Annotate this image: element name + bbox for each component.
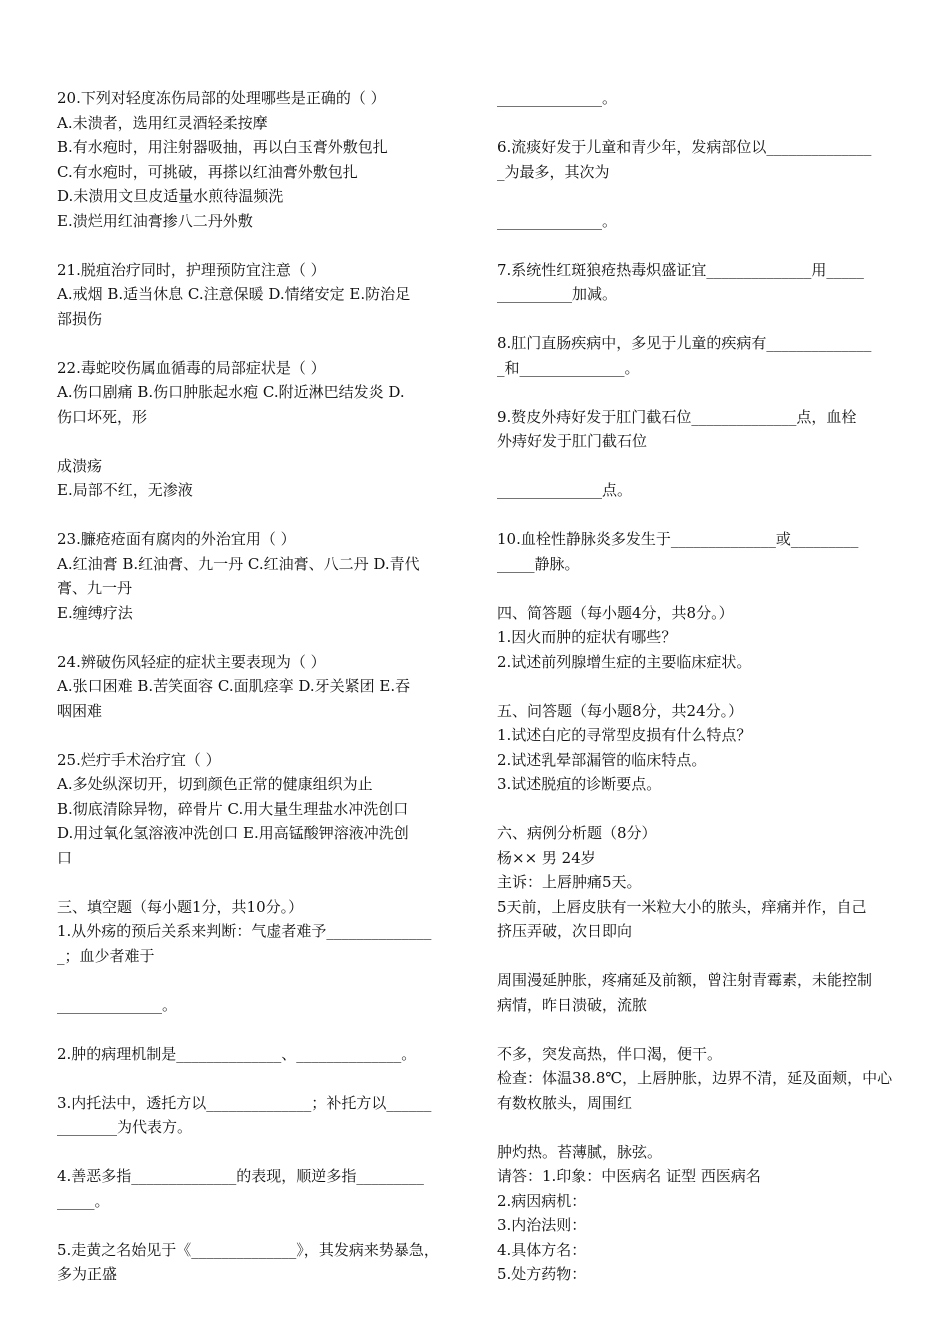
right-text-line: 4.具体方名：: [497, 1240, 587, 1259]
left-text-line: 三、填空题（每小题1分，共10分。）: [57, 897, 304, 916]
blank-line: [57, 1017, 469, 1042]
left-text-line: 1.从外疡的预后关系来判断：气虚者难予______________: [57, 922, 432, 940]
right-text-line: 主诉：上唇肿痛5天。: [497, 873, 642, 891]
right-text-line: 2.试述乳晕部漏管的临床特点。: [497, 750, 707, 769]
blank-line: [57, 625, 469, 650]
right-text-line: 3.内治法则：: [497, 1216, 587, 1234]
left-column: [57, 86, 469, 1287]
blank-line: [497, 674, 909, 699]
left-text-line: A.张口困难 B.苦笑面容 C.面肌痉挛 D.牙关紧团 E.吞: [57, 677, 411, 695]
right-text-line: _和______________。: [497, 358, 640, 377]
right-text-line: ______________。: [497, 211, 618, 230]
left-text-line: 4.善恶多指______________的表现，顺逆多指_________: [57, 1167, 424, 1185]
left-text-line: A.多处纵深切开，切到颜色正常的健康组织为止: [57, 775, 373, 793]
blank-line: [57, 503, 469, 528]
right-text-line: 8.肛门直肠疾病中，多见于儿童的疾病有______________: [497, 334, 872, 352]
blank-line: [57, 870, 469, 895]
left-text-line: 2.肿的病理机制是______________、______________。: [57, 1044, 417, 1063]
left-text-line: 24.辨破伤风轻症的症状主要表现为（ ）: [57, 652, 326, 671]
right-text-line: 5天前，上唇皮肤有一米粒大小的脓头，痒痛并作，自己: [497, 897, 867, 916]
left-text-line: A.戒烟 B.适当休息 C.注意保暖 D.情绪安定 E.防治足: [57, 285, 411, 303]
left-text-line: A.未溃者，选用红灵酒轻柔按摩: [57, 113, 268, 132]
left-text-line: B.有水疱时，用注射器吸抽，再以白玉膏外敷包扎: [57, 138, 388, 156]
blank-line: [57, 331, 469, 356]
right-text-line: 9.赘皮外痔好发于肛门截石位______________点，血栓: [497, 407, 857, 426]
blank-line: [57, 1213, 469, 1238]
right-text-line: 有数枚脓头，周围红: [497, 1093, 633, 1112]
right-text-line: 外痔好发于肛门截石位: [497, 432, 648, 450]
right-text-line: 不多，突发高热，伴口渴，便干。: [497, 1044, 723, 1063]
blank-line: [497, 797, 909, 822]
blank-line: [57, 429, 469, 454]
blank-line: [57, 723, 469, 748]
left-text-line: _____。: [57, 1191, 110, 1210]
left-text-line: A.伤口剧痛 B.伤口肿胀起水疱 C.附近淋巴结发炎 D.: [57, 383, 405, 401]
blank-line: [57, 968, 469, 993]
left-text-line: 25.烂疔手术治疗宜（ ）: [57, 750, 221, 769]
left-text-line: E.溃烂用红油膏掺八二丹外敷: [57, 211, 253, 230]
right-text-line: 六、病例分析题（8分）: [497, 824, 657, 842]
right-text-line: 挤压弄破，次日即向: [497, 922, 633, 940]
left-text-line: 膏、九一丹: [57, 579, 133, 597]
left-text-line: A.红油膏 B.红油膏、九一丹 C.红油膏、八二丹 D.青代: [57, 554, 420, 573]
right-text-line: 四、简答题（每小题4分，共8分。）: [497, 603, 734, 622]
right-text-line: _____静脉。: [497, 554, 580, 573]
blank-line: [497, 1115, 909, 1140]
left-text-line: 21.脱疽治疗同时，护理预防宜注意（ ）: [57, 260, 326, 279]
left-text-line: 23.臁疮疮面有腐肉的外治宜用（ ）: [57, 530, 296, 548]
right-text-line: 7.系统性红斑狼疮热毒炽盛证宜______________用_____: [497, 260, 864, 279]
right-text-line: 1.因火而肿的症状有哪些？: [497, 628, 677, 646]
right-text-line: _为最多，其次为: [497, 162, 610, 181]
right-text-line: 周围漫延肿胀，疼痛延及前额，曾注射青霉素，未能控制: [497, 971, 873, 989]
right-text-line: 杨×× 男 24岁: [497, 848, 596, 867]
blank-line: [57, 1140, 469, 1165]
left-text-line: 22.毒蛇咬伤属血循毒的局部症状是（ ）: [57, 358, 326, 377]
left-text-line: 多为正盛: [57, 1265, 118, 1283]
left-text-line: D.用过氧化氢溶液冲洗创口 E.用高锰酸钾溶液冲洗创: [57, 824, 409, 842]
right-text-line: ______________。: [497, 89, 618, 107]
blank-line: [497, 1017, 909, 1042]
right-text-line: 1.试述白庀的寻常型皮损有什么特点？: [497, 726, 752, 744]
blank-line: [497, 380, 909, 405]
right-text-line: __________加减。: [497, 285, 618, 303]
right-text-line: 2.病因病机：: [497, 1191, 587, 1210]
right-text-line: 10.血栓性静脉炎多发生于______________或_________: [497, 530, 859, 548]
blank-line: [57, 1066, 469, 1091]
left-text-line: ______________。: [57, 995, 178, 1014]
right-text-line: ______________点。: [497, 481, 633, 499]
left-text-line: 20.下列对轻度冻伤局部的处理哪些是正确的（ ）: [57, 89, 386, 107]
left-text-line: B.彻底清除异物，碎骨片 C.用大量生理盐水冲洗创口: [57, 799, 409, 818]
left-text-line: 3.内托法中，透托方以______________；补托方以______: [57, 1093, 432, 1112]
right-text-line: 3.试述脱疽的诊断要点。: [497, 775, 662, 793]
right-text-line: 2.试述前列腺增生症的主要临床症状。: [497, 652, 752, 671]
left-text-line: C.有水疱时，可挑破，再搽以红油膏外敷包扎: [57, 162, 358, 181]
blank-line: [497, 307, 909, 332]
left-text-line: 口: [57, 848, 73, 867]
left-text-line: 伤口坏死，形: [57, 407, 148, 426]
blank-line: [497, 944, 909, 969]
right-text-line: 请答：1.印象：中医病名 证型 西医病名: [497, 1167, 761, 1185]
blank-line: [497, 184, 909, 209]
blank-line: [497, 454, 909, 479]
left-text-line: 5.走黄之名始见于《______________》，其发病来势暴急，: [57, 1240, 439, 1259]
left-text-line: D.未溃用文旦皮适量水煎待温频洗: [57, 187, 284, 205]
right-text-line: 6.流痰好发于儿童和青少年，发病部位以______________: [497, 138, 872, 156]
left-text-line: 成溃疡: [57, 456, 103, 475]
left-text-line: E.局部不红，无渗液: [57, 481, 193, 499]
left-text-line: E.缠缚疗法: [57, 603, 133, 622]
left-text-line: 咽困难: [57, 701, 103, 720]
right-text-line: 肿灼热。苔薄腻，脉弦。: [497, 1142, 663, 1161]
right-column: [497, 86, 909, 1287]
blank-line: [497, 576, 909, 601]
left-text-line: ________为代表方。: [57, 1118, 193, 1136]
blank-line: [497, 503, 909, 528]
right-text-line: 五、问答题（每小题8分，共24分。）: [497, 701, 744, 720]
blank-line: [497, 111, 909, 136]
left-text-line: 部损伤: [57, 309, 103, 328]
right-text-line: 病情，昨日溃破，流脓: [497, 995, 648, 1014]
blank-line: [497, 233, 909, 258]
right-text-line: 检查：体温38.8℃，上唇肿胀，边界不清，延及面颊，中心: [497, 1069, 893, 1087]
blank-line: [57, 233, 469, 258]
right-text-line: 5.处方药物：: [497, 1265, 587, 1283]
left-text-line: _；血少者难于: [57, 946, 155, 965]
